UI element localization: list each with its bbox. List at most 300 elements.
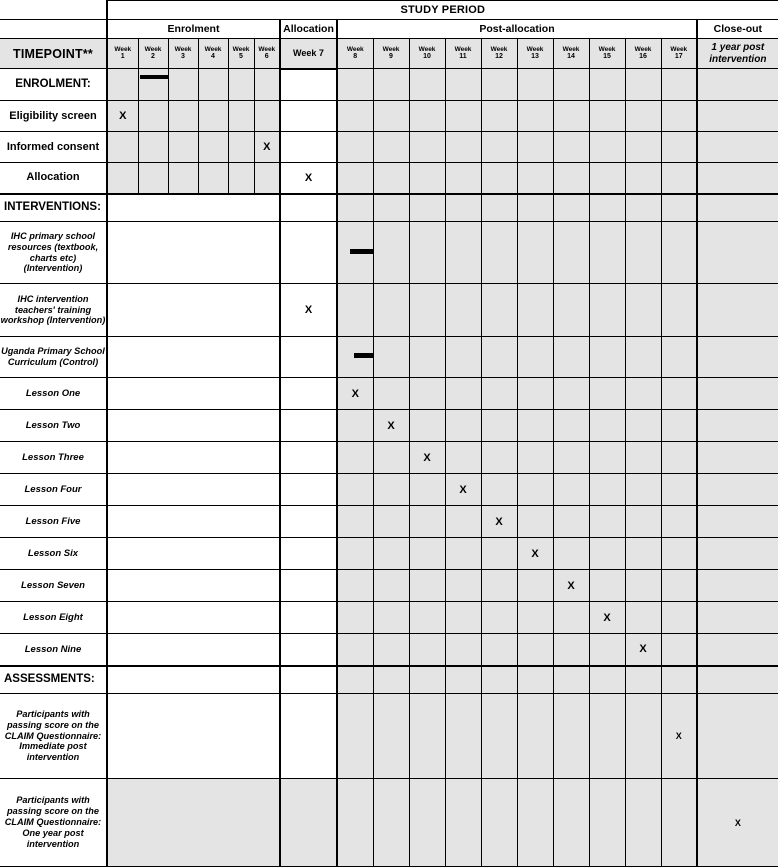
section-label-interventions: INTERVENTIONS: bbox=[0, 194, 107, 222]
cell-lesson-three-w11 bbox=[445, 442, 481, 474]
row-informed-consent bbox=[0, 132, 778, 163]
week-prefix: Week bbox=[204, 45, 222, 53]
cell-lesson-two-w15 bbox=[589, 410, 625, 442]
cell-ihc-training-w16 bbox=[625, 284, 661, 337]
cell-lesson-seven-w9 bbox=[373, 570, 409, 602]
week-header-16 bbox=[625, 39, 661, 69]
cell-assessments-w8 bbox=[337, 666, 373, 694]
cell-interventions-closeout bbox=[697, 194, 778, 222]
week-number: 13 bbox=[531, 53, 539, 61]
cell-ihc-training-w8 bbox=[337, 284, 373, 337]
header-row-phases bbox=[0, 20, 778, 39]
study-period-title: STUDY PERIOD bbox=[107, 1, 778, 20]
row-lesson-four bbox=[0, 474, 778, 506]
cell-eligibility-w6 bbox=[254, 101, 280, 132]
cell-lesson-seven-w11 bbox=[445, 570, 481, 602]
cell-allocation-w1 bbox=[107, 163, 138, 194]
cell-eligibility-w17 bbox=[661, 101, 697, 132]
mark-lesson-two-w9: X bbox=[373, 410, 409, 442]
cell-consent-w5 bbox=[228, 132, 254, 163]
cell-assess-yr-w16 bbox=[625, 779, 661, 867]
section-label-assessments: ASSESSMENTS: bbox=[0, 666, 107, 694]
cell-lesson-five-w9 bbox=[373, 506, 409, 538]
cell-lesson-two-w12 bbox=[481, 410, 517, 442]
mark-lesson-three-w10: X bbox=[409, 442, 445, 474]
cell-lesson-six-w15 bbox=[589, 538, 625, 570]
week-prefix: Week bbox=[670, 45, 688, 53]
cell-ihc-training-w13 bbox=[517, 284, 553, 337]
cell-lesson-five-w10 bbox=[409, 506, 445, 538]
cell-assess-yr-w8 bbox=[337, 779, 373, 867]
cell-assessments-w9 bbox=[373, 666, 409, 694]
week-number: 17 bbox=[674, 53, 683, 61]
week-number: 1 bbox=[120, 53, 125, 61]
cell-eligibility-w3 bbox=[168, 101, 198, 132]
cell-lesson-nine-w13 bbox=[517, 634, 553, 666]
cell-eligibility-w13 bbox=[517, 101, 553, 132]
cell-lesson-four-w12 bbox=[481, 474, 517, 506]
row-eligibility-screen bbox=[0, 101, 778, 132]
mark-lesson-eight-w15: X bbox=[589, 602, 625, 634]
cell-interventions-w8 bbox=[337, 194, 373, 222]
cell-uganda-w8 bbox=[337, 337, 373, 378]
cell-lesson-six-w10 bbox=[409, 538, 445, 570]
cell-assess-yr-w15 bbox=[589, 779, 625, 867]
cell-lesson-seven-w13 bbox=[517, 570, 553, 602]
row-lesson-seven bbox=[0, 570, 778, 602]
cell-allocation-w9 bbox=[373, 163, 409, 194]
week-number: 12 bbox=[495, 53, 503, 61]
week-prefix: Week bbox=[114, 45, 132, 53]
cell-lesson-eight-w17 bbox=[661, 602, 697, 634]
cell-assessments-w16 bbox=[625, 666, 661, 694]
row-label-lesson-seven: Lesson Seven bbox=[0, 570, 107, 602]
cell-lesson-three-w12 bbox=[481, 442, 517, 474]
cell-assess-imm-w1-w6 bbox=[107, 694, 280, 779]
cell-uganda-closeout bbox=[697, 337, 778, 378]
enrolment-arrow bbox=[139, 69, 168, 100]
row-ihc-training bbox=[0, 284, 778, 337]
week-header-15 bbox=[589, 39, 625, 69]
cell-lesson-nine-w12 bbox=[481, 634, 517, 666]
cell-lesson-six-closeout bbox=[697, 538, 778, 570]
cell-lesson-five-w8 bbox=[337, 506, 373, 538]
cell-eligibility-closeout bbox=[697, 101, 778, 132]
cell-eligibility-w11 bbox=[445, 101, 481, 132]
cell-lesson-one-w14 bbox=[553, 378, 589, 410]
cell-lesson-six-w9 bbox=[373, 538, 409, 570]
cell-lesson-six-w1-w6 bbox=[107, 538, 280, 570]
cell-lesson-seven-w12 bbox=[481, 570, 517, 602]
row-label-eligibility-screen: Eligibility screen bbox=[0, 101, 107, 132]
week-prefix: Week bbox=[346, 45, 364, 53]
cell-lesson-three-w13 bbox=[517, 442, 553, 474]
cell-lesson-four-w8 bbox=[337, 474, 373, 506]
cell-assessments-w14 bbox=[553, 666, 589, 694]
week-prefix: Week bbox=[490, 45, 508, 53]
cell-ihc-resources-w13 bbox=[517, 222, 553, 284]
week-header-7 bbox=[280, 39, 337, 69]
week-prefix: Week bbox=[258, 45, 276, 53]
mark-consent-w6: X bbox=[254, 132, 280, 163]
cell-assess-imm-w9 bbox=[373, 694, 409, 779]
cell-consent-w9 bbox=[373, 132, 409, 163]
cell-consent-w13 bbox=[517, 132, 553, 163]
cell-lesson-eight-w1-w6 bbox=[107, 602, 280, 634]
mark-lesson-seven-w14: X bbox=[553, 570, 589, 602]
row-lesson-one bbox=[0, 378, 778, 410]
mark-lesson-four-w11: X bbox=[445, 474, 481, 506]
week-prefix: Week bbox=[293, 47, 317, 58]
row-lesson-eight bbox=[0, 602, 778, 634]
cell-interventions-w14 bbox=[553, 194, 589, 222]
cell-lesson-one-w13 bbox=[517, 378, 553, 410]
cell-lesson-six-w16 bbox=[625, 538, 661, 570]
cell-allocation-w12 bbox=[481, 163, 517, 194]
header-corner-blank bbox=[0, 1, 107, 20]
row-lesson-two bbox=[0, 410, 778, 442]
week-prefix: Week bbox=[526, 45, 544, 53]
cell-lesson-eight-w10 bbox=[409, 602, 445, 634]
cell-enrolment-w10 bbox=[409, 69, 445, 101]
cell-consent-w14 bbox=[553, 132, 589, 163]
cell-uganda-w1-w6 bbox=[107, 337, 280, 378]
cell-lesson-nine-w7 bbox=[280, 634, 337, 666]
cell-ihc-training-w10 bbox=[409, 284, 445, 337]
cell-ihc-resources-w10 bbox=[409, 222, 445, 284]
cell-ihc-resources-w11 bbox=[445, 222, 481, 284]
row-ihc-resources bbox=[0, 222, 778, 284]
cell-lesson-three-w7 bbox=[280, 442, 337, 474]
cell-lesson-one-w15 bbox=[589, 378, 625, 410]
row-label-lesson-nine: Lesson Nine bbox=[0, 634, 107, 666]
cell-ihc-resources-w16 bbox=[625, 222, 661, 284]
cell-lesson-eight-w11 bbox=[445, 602, 481, 634]
cell-enrolment-w3 bbox=[168, 69, 198, 101]
cell-ihc-resources-w7 bbox=[280, 222, 337, 284]
header-row-study-period bbox=[0, 1, 778, 20]
cell-eligibility-w9 bbox=[373, 101, 409, 132]
cell-lesson-nine-w10 bbox=[409, 634, 445, 666]
cell-lesson-six-w17 bbox=[661, 538, 697, 570]
cell-allocation-w16 bbox=[625, 163, 661, 194]
cell-ihc-resources-closeout bbox=[697, 222, 778, 284]
cell-assess-imm-closeout bbox=[697, 694, 778, 779]
cell-interventions-w13 bbox=[517, 194, 553, 222]
mark-allocation-w7: X bbox=[280, 163, 337, 194]
cell-lesson-seven-w8 bbox=[337, 570, 373, 602]
cell-uganda-w11 bbox=[445, 337, 481, 378]
section-label-enrolment: ENROLMENT: bbox=[0, 69, 107, 101]
cell-lesson-five-w14 bbox=[553, 506, 589, 538]
cell-lesson-nine-w14 bbox=[553, 634, 589, 666]
cell-lesson-two-w8 bbox=[337, 410, 373, 442]
cell-lesson-four-w7 bbox=[280, 474, 337, 506]
cell-consent-w4 bbox=[198, 132, 228, 163]
cell-ihc-training-w11 bbox=[445, 284, 481, 337]
week-header-8 bbox=[337, 39, 373, 69]
row-lesson-three bbox=[0, 442, 778, 474]
cell-eligibility-w12 bbox=[481, 101, 517, 132]
week-header-17 bbox=[661, 39, 697, 69]
cell-enrolment-w4 bbox=[198, 69, 228, 101]
cell-consent-w2 bbox=[138, 132, 168, 163]
cell-lesson-five-closeout bbox=[697, 506, 778, 538]
week-number: 16 bbox=[639, 53, 647, 61]
week-header-6 bbox=[254, 39, 280, 69]
cell-lesson-four-w17 bbox=[661, 474, 697, 506]
cell-assessments-w11 bbox=[445, 666, 481, 694]
cell-ihc-resources-w1-w6 bbox=[107, 222, 280, 284]
cell-assessments-w17 bbox=[661, 666, 697, 694]
cell-assess-yr-w9 bbox=[373, 779, 409, 867]
row-enrolment-section bbox=[0, 69, 778, 101]
cell-lesson-three-w15 bbox=[589, 442, 625, 474]
cell-lesson-four-w1-w6 bbox=[107, 474, 280, 506]
cell-lesson-four-w9 bbox=[373, 474, 409, 506]
row-label-allocation: Allocation bbox=[0, 163, 107, 194]
week-prefix: Week bbox=[174, 45, 192, 53]
cell-eligibility-w2 bbox=[138, 101, 168, 132]
cell-allocation-w4 bbox=[198, 163, 228, 194]
row-label-uganda-curriculum: Uganda Primary School Curriculum (Control) bbox=[0, 337, 107, 378]
cell-ihc-resources-w17 bbox=[661, 222, 697, 284]
cell-lesson-seven-w15 bbox=[589, 570, 625, 602]
cell-lesson-one-w16 bbox=[625, 378, 661, 410]
cell-allocation-w15 bbox=[589, 163, 625, 194]
cell-eligibility-w4 bbox=[198, 101, 228, 132]
cell-lesson-five-w7 bbox=[280, 506, 337, 538]
cell-lesson-nine-w9 bbox=[373, 634, 409, 666]
cell-uganda-w16 bbox=[625, 337, 661, 378]
row-label-assessment-one-year: Participants with passing score on the CLAIM Questionnaire: One year post intervention bbox=[0, 779, 107, 867]
cell-consent-w10 bbox=[409, 132, 445, 163]
cell-consent-w11 bbox=[445, 132, 481, 163]
week-header-4 bbox=[198, 39, 228, 69]
cell-enrolment-w17 bbox=[661, 69, 697, 101]
cell-assessments-w7 bbox=[280, 666, 337, 694]
cell-lesson-seven-w1-w6 bbox=[107, 570, 280, 602]
row-lesson-nine bbox=[0, 634, 778, 666]
mark-lesson-five-w12: X bbox=[481, 506, 517, 538]
week-header-14 bbox=[553, 39, 589, 69]
cell-enrolment-w11 bbox=[445, 69, 481, 101]
cell-lesson-seven-w10 bbox=[409, 570, 445, 602]
row-assessments-section bbox=[0, 666, 778, 694]
cell-lesson-two-w14 bbox=[553, 410, 589, 442]
cell-lesson-three-w16 bbox=[625, 442, 661, 474]
cell-consent-w12 bbox=[481, 132, 517, 163]
cell-allocation-w6 bbox=[254, 163, 280, 194]
cell-assess-yr-w7 bbox=[280, 779, 337, 867]
cell-lesson-two-w7 bbox=[280, 410, 337, 442]
cell-allocation-w8 bbox=[337, 163, 373, 194]
row-assessment-one-year bbox=[0, 779, 778, 867]
week-header-9 bbox=[373, 39, 409, 69]
cell-uganda-w9 bbox=[373, 337, 409, 378]
week-header-12 bbox=[481, 39, 517, 69]
cell-assessments-w15 bbox=[589, 666, 625, 694]
timepoint-header-label: TIMEPOINT** bbox=[0, 39, 107, 69]
cell-lesson-one-closeout bbox=[697, 378, 778, 410]
cell-consent-w15 bbox=[589, 132, 625, 163]
week-number: 7 bbox=[318, 47, 324, 58]
cell-ihc-resources-w14 bbox=[553, 222, 589, 284]
row-label-lesson-eight: Lesson Eight bbox=[0, 602, 107, 634]
cell-assessments-w12 bbox=[481, 666, 517, 694]
cell-consent-w3 bbox=[168, 132, 198, 163]
cell-lesson-two-w11 bbox=[445, 410, 481, 442]
week-number: 11 bbox=[459, 53, 467, 61]
cell-lesson-one-w11 bbox=[445, 378, 481, 410]
cell-eligibility-w8 bbox=[337, 101, 373, 132]
cell-enrolment-w16 bbox=[625, 69, 661, 101]
row-lesson-six bbox=[0, 538, 778, 570]
week-prefix: Week bbox=[382, 45, 400, 53]
cell-lesson-eight-w7 bbox=[280, 602, 337, 634]
cell-lesson-three-w1-w6 bbox=[107, 442, 280, 474]
cell-interventions-w1-w6 bbox=[107, 194, 280, 222]
cell-lesson-five-w16 bbox=[625, 506, 661, 538]
cell-lesson-eight-w12 bbox=[481, 602, 517, 634]
row-label-lesson-one: Lesson One bbox=[0, 378, 107, 410]
cell-eligibility-w7 bbox=[280, 101, 337, 132]
cell-lesson-four-w16 bbox=[625, 474, 661, 506]
cell-assess-yr-w11 bbox=[445, 779, 481, 867]
cell-assess-imm-w13 bbox=[517, 694, 553, 779]
cell-interventions-w10 bbox=[409, 194, 445, 222]
week-header-10 bbox=[409, 39, 445, 69]
row-assessment-immediate bbox=[0, 694, 778, 779]
cell-lesson-three-w14 bbox=[553, 442, 589, 474]
cell-lesson-nine-w1-w6 bbox=[107, 634, 280, 666]
week-number: 15 bbox=[603, 53, 611, 61]
cell-assess-imm-w7 bbox=[280, 694, 337, 779]
cell-lesson-eight-closeout bbox=[697, 602, 778, 634]
cell-lesson-six-w14 bbox=[553, 538, 589, 570]
row-label-lesson-five: Lesson Five bbox=[0, 506, 107, 538]
cell-allocation-w5 bbox=[228, 163, 254, 194]
cell-assess-yr-w13 bbox=[517, 779, 553, 867]
cell-ihc-training-w14 bbox=[553, 284, 589, 337]
week-number: 3 bbox=[181, 53, 185, 61]
cell-enrolment-w13 bbox=[517, 69, 553, 101]
cell-lesson-four-w15 bbox=[589, 474, 625, 506]
mark-eligibility-w1: X bbox=[107, 101, 138, 132]
cell-uganda-w14 bbox=[553, 337, 589, 378]
cell-enrolment-w5 bbox=[228, 69, 254, 101]
cell-lesson-three-w8 bbox=[337, 442, 373, 474]
cell-assess-imm-w12 bbox=[481, 694, 517, 779]
cell-enrolment-w15 bbox=[589, 69, 625, 101]
cell-lesson-six-w12 bbox=[481, 538, 517, 570]
cell-lesson-six-w7 bbox=[280, 538, 337, 570]
cell-lesson-five-w13 bbox=[517, 506, 553, 538]
week-number: 10 bbox=[423, 53, 431, 61]
week-prefix: Week bbox=[454, 45, 472, 53]
cell-ihc-training-closeout bbox=[697, 284, 778, 337]
cell-lesson-four-closeout bbox=[697, 474, 778, 506]
cell-lesson-six-w11 bbox=[445, 538, 481, 570]
cell-allocation-closeout bbox=[697, 163, 778, 194]
week-header-13 bbox=[517, 39, 553, 69]
cell-allocation-w11 bbox=[445, 163, 481, 194]
cell-ihc-training-w15 bbox=[589, 284, 625, 337]
cell-enrolment-closeout bbox=[697, 69, 778, 101]
mark-ihc-training-w7: X bbox=[280, 284, 337, 337]
cell-consent-w17 bbox=[661, 132, 697, 163]
cell-allocation-w10 bbox=[409, 163, 445, 194]
cell-ihc-training-w1-w6 bbox=[107, 284, 280, 337]
week-header-11 bbox=[445, 39, 481, 69]
cell-lesson-five-w1-w6 bbox=[107, 506, 280, 538]
phase-enrolment: Enrolment bbox=[107, 20, 280, 39]
cell-consent-w16 bbox=[625, 132, 661, 163]
cell-assess-imm-w14 bbox=[553, 694, 589, 779]
cell-assess-imm-w11 bbox=[445, 694, 481, 779]
week-number: 14 bbox=[567, 53, 575, 61]
cell-lesson-one-w9 bbox=[373, 378, 409, 410]
week-prefix: Week bbox=[418, 45, 436, 53]
cell-lesson-six-w8 bbox=[337, 538, 373, 570]
cell-lesson-eight-w14 bbox=[553, 602, 589, 634]
cell-ihc-resources-w8 bbox=[337, 222, 373, 284]
cell-lesson-two-w1-w6 bbox=[107, 410, 280, 442]
week-prefix: Week bbox=[232, 45, 250, 53]
week-header-5 bbox=[228, 39, 254, 69]
cell-assessments-closeout bbox=[697, 666, 778, 694]
cell-allocation-w17 bbox=[661, 163, 697, 194]
cell-ihc-resources-w15 bbox=[589, 222, 625, 284]
uganda-curriculum-arrow bbox=[338, 337, 373, 377]
cell-lesson-three-w17 bbox=[661, 442, 697, 474]
cell-enrolment-w1 bbox=[107, 69, 138, 101]
cell-lesson-one-w1-w6 bbox=[107, 378, 280, 410]
cell-lesson-four-w13 bbox=[517, 474, 553, 506]
row-uganda-curriculum bbox=[0, 337, 778, 378]
row-lesson-five bbox=[0, 506, 778, 538]
cell-lesson-eight-w13 bbox=[517, 602, 553, 634]
cell-lesson-two-w10 bbox=[409, 410, 445, 442]
cell-enrolment-w2 bbox=[138, 69, 168, 101]
cell-ihc-training-w17 bbox=[661, 284, 697, 337]
cell-uganda-w15 bbox=[589, 337, 625, 378]
cell-lesson-five-w15 bbox=[589, 506, 625, 538]
week-number: 5 bbox=[239, 53, 243, 61]
row-label-lesson-four: Lesson Four bbox=[0, 474, 107, 506]
cell-lesson-two-w13 bbox=[517, 410, 553, 442]
cell-enrolment-w6 bbox=[254, 69, 280, 101]
cell-interventions-w12 bbox=[481, 194, 517, 222]
week-number: 4 bbox=[211, 53, 215, 61]
cell-eligibility-w15 bbox=[589, 101, 625, 132]
cell-lesson-eight-w16 bbox=[625, 602, 661, 634]
cell-lesson-nine-w17 bbox=[661, 634, 697, 666]
cell-eligibility-w14 bbox=[553, 101, 589, 132]
mark-lesson-one-w8: X bbox=[337, 378, 373, 410]
cell-assess-imm-w10 bbox=[409, 694, 445, 779]
cell-ihc-training-w9 bbox=[373, 284, 409, 337]
cell-lesson-nine-w11 bbox=[445, 634, 481, 666]
cell-enrolment-w14 bbox=[553, 69, 589, 101]
week-number: 6 bbox=[264, 53, 269, 61]
phase-close-out: Close-out bbox=[697, 20, 778, 39]
cell-lesson-nine-closeout bbox=[697, 634, 778, 666]
cell-lesson-two-closeout bbox=[697, 410, 778, 442]
phase-post-allocation: Post-allocation bbox=[337, 20, 697, 39]
cell-assessments-w10 bbox=[409, 666, 445, 694]
cell-ihc-resources-w12 bbox=[481, 222, 517, 284]
